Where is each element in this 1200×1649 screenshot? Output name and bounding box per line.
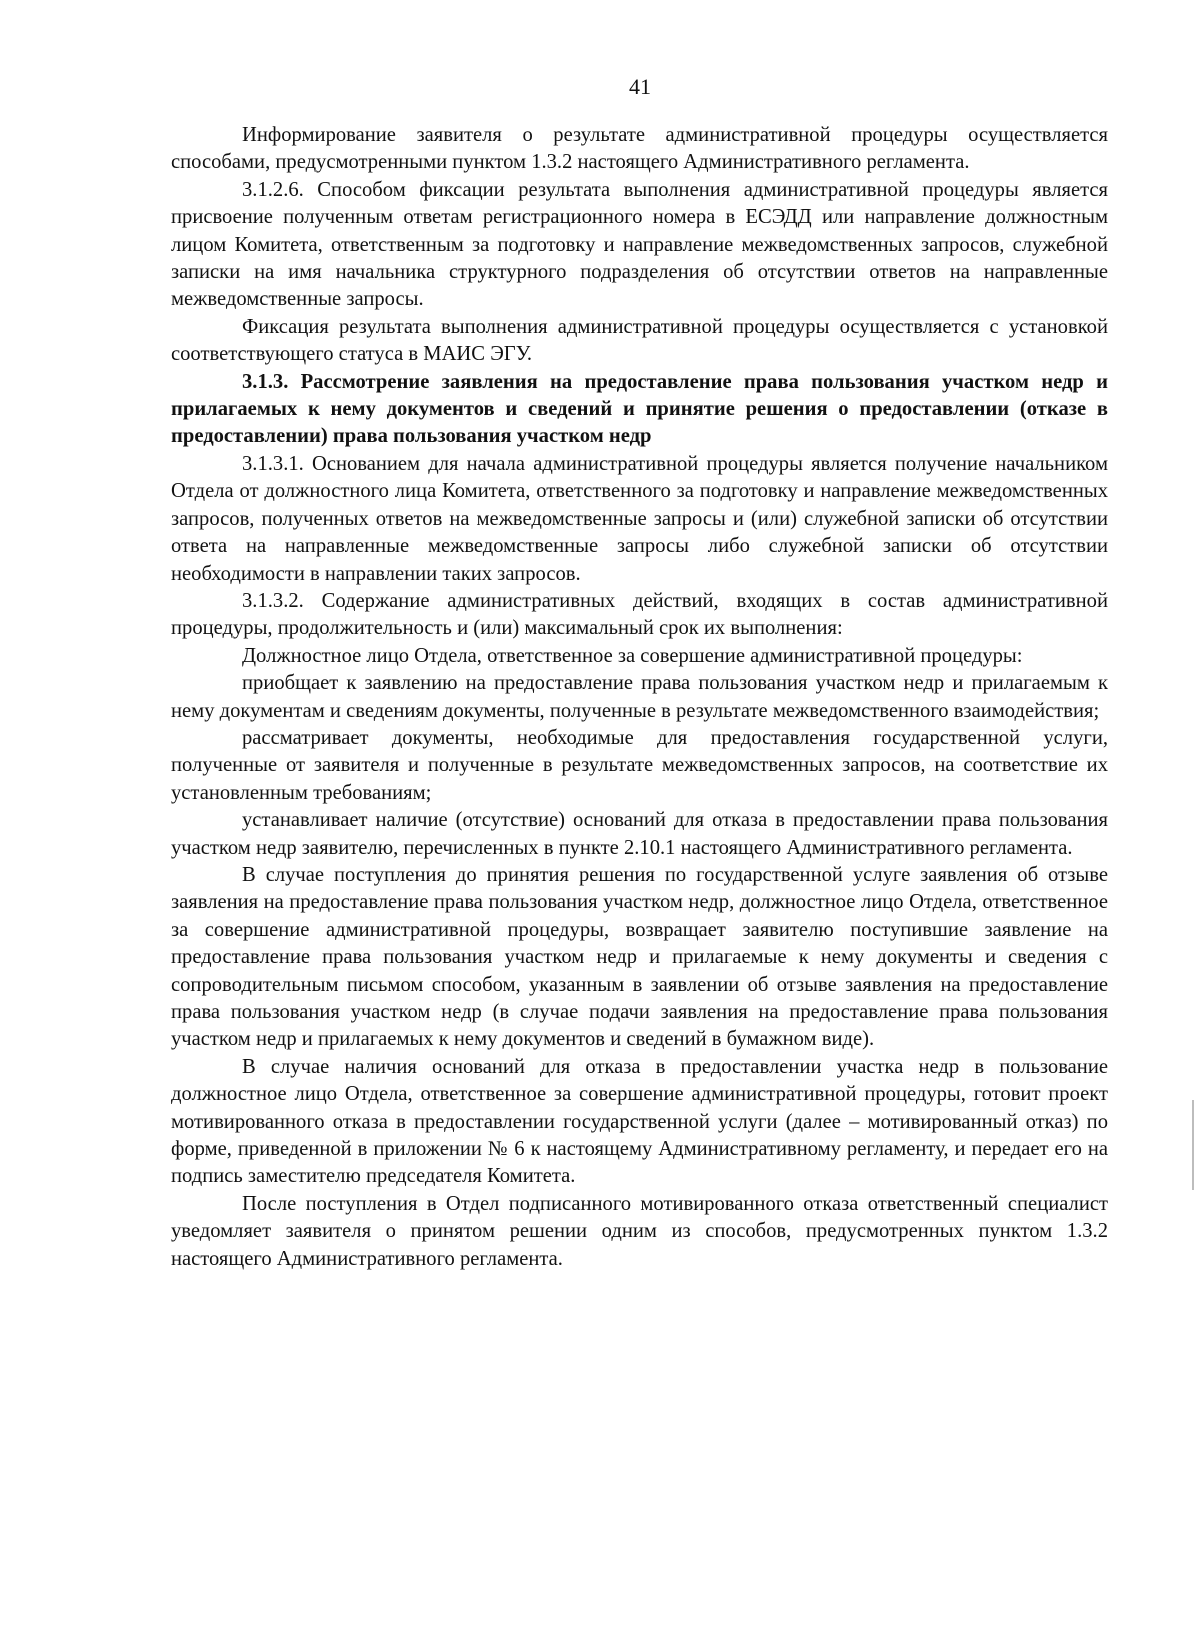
list-item-reviews: рассматривает документы, необходимые для предоставления государственной услуги, полученные от заявителя и полученные в результате межведомственных запросов, на соответствие их установленным требованиям; — [171, 726, 1108, 804]
list-item-attaches: приобщает к заявлению на предоставление права пользования участком недр и прилагаемым к нему документам и сведениям документы, полученные в результате межведомственного взаимодействия; — [171, 672, 1108, 722]
document-body — [171, 122, 1108, 1273]
paragraph-3-1-3-1: 3.1.3.1. Основанием для начала административной процедуры является получение начальником Отдела от должностного лица Комитета, ответственного за подготовку и направление межведомственных запросов, полученных ответов на межведомственные запросы и (или) служебной записки об отсутствии ответа на направленные межведомственные запросы либо служебной записки об отсутствии необходимости в направлении таких запросов. — [171, 452, 1108, 585]
paragraph-withdrawal: В случае поступления до принятия решения по государственной услуге заявления об отзыве заявления на предоставление права пользования участком недр, должностное лицо Отдела, ответственное за совершение административной процедуры, возвращает заявителю поступившие заявление на предоставление права пользования участком недр и прилагаемые к нему документы и сведения с сопроводительным письмом способом, указанным в заявлении об отзыве заявления на предоставление права пользования участком недр (в случае подачи заявления на предоставление права пользования участком недр и прилагаемых к нему документов и сведений в бумажном виде). — [171, 863, 1108, 1051]
paragraph-notification: После поступления в Отдел подписанного мотивированного отказа ответственный специалист уведомляет заявителя о принятом решении одним из способов, предусмотренных пунктом 1.3.2 настоящего Административного регламента. — [171, 1192, 1108, 1270]
list-item-establishes: устанавливает наличие (отсутствие) оснований для отказа в предоставлении права пользования участком недр заявителю, перечисленных в пункте 2.10.1 настоящего Административного регламента. — [171, 809, 1108, 859]
paragraph-3-1-2-6: 3.1.2.6. Способом фиксации результата выполнения административной процедуры является присвоение полученным ответам регистрационного номера в ЕСЭДД или направление должностным лицом Комитета, ответственным за подготовку и направление межведомственных запросов, служебной записки на имя начальника структурного подразделения об отсутствии ответов на направленные межведомственные запросы. — [171, 178, 1108, 311]
paragraph-official: Должностное лицо Отдела, ответственное за совершение административной процедуры: — [242, 644, 1023, 667]
scan-edge-mark — [1192, 1100, 1194, 1190]
page-number: 41 — [629, 74, 651, 99]
paragraph-fixation-status: Фиксация результата выполнения административной процедуры осуществляется с установкой соответствующего статуса в МАИС ЭГУ. — [171, 315, 1108, 366]
paragraph-refusal-grounds: В случае наличия оснований для отказа в предоставлении участка недр в пользование должностное лицо Отдела, ответственное за совершение административной процедуры, готовит проект мотивированного отказа в предоставлении государственной услуги (далее – мотивированный отказ) по форме, приведенной в приложении № 6 к настоящему Административному регламенту, и передает его на подпись заместителю председателя Комитета. — [171, 1055, 1108, 1188]
section-heading-3-1-3: 3.1.3. Рассмотрение заявления на предоставление права пользования участком недр и прилагаемых к нему документов и сведений и принятие решения о предоставлении (отказе в предоставлении) права пользования участком недр — [171, 370, 1108, 448]
paragraph-3-1-3-2: 3.1.3.2. Содержание административных действий, входящих в состав административной процедуры, продолжительность и (или) максимальный срок их выполнения: — [171, 589, 1108, 640]
paragraph-informing: Информирование заявителя о результате административной процедуры осуществляется способами, предусмотренными пунктом 1.3.2 настоящего Административного регламента. — [171, 124, 1108, 174]
